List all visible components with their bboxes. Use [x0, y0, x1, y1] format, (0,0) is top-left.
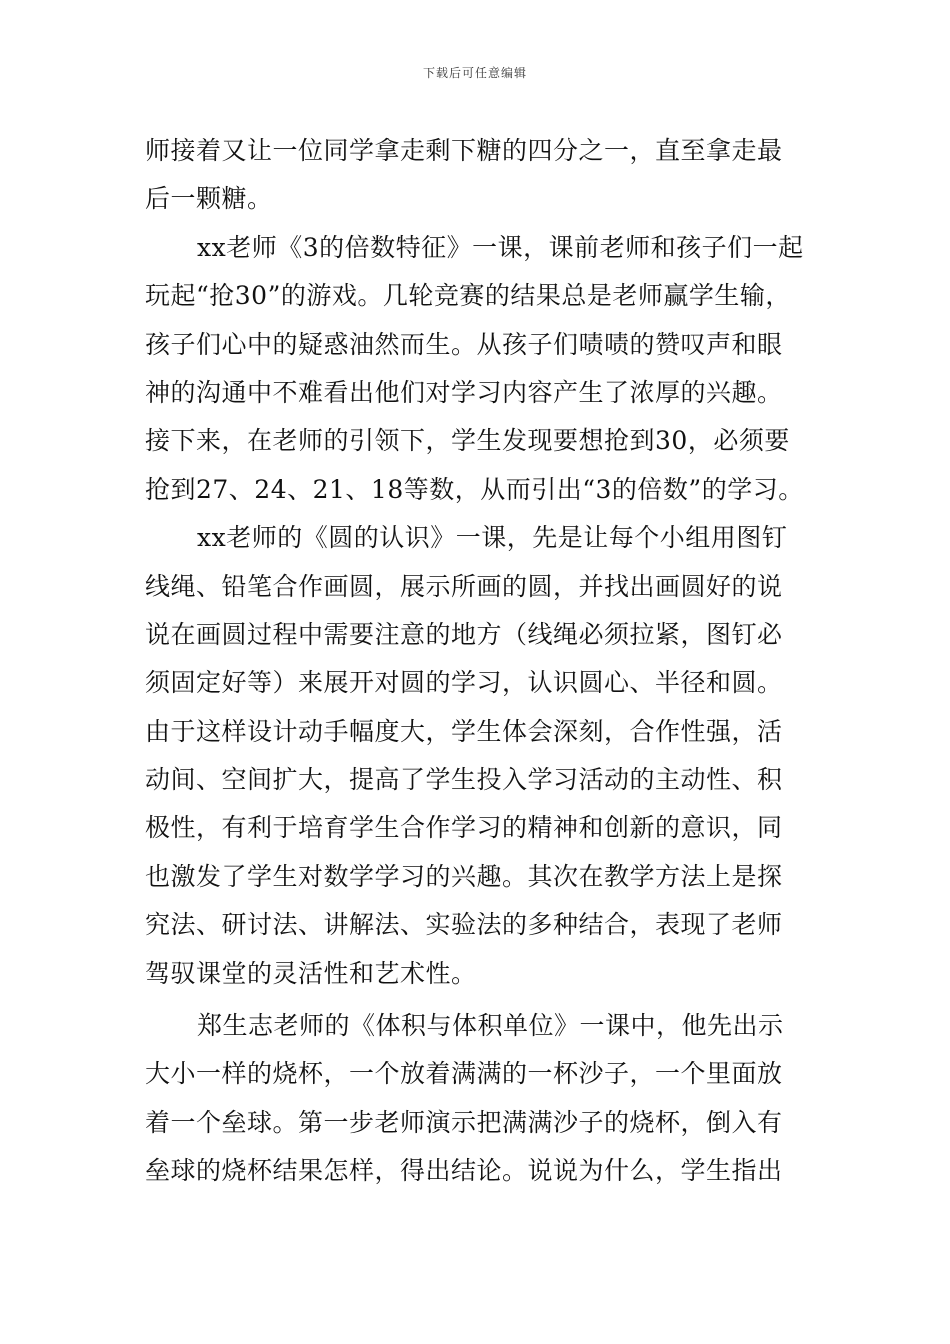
- text-line: 动间、空间扩大，提高了学生投入学习活动的主动性、积: [145, 765, 783, 795]
- text-line: 神的沟通中不难看出他们对学习内容产生了浓厚的兴趣。: [145, 377, 783, 407]
- paragraph-start-line: 郑生志老师的《体积与体积单位》一课中，他先出示: [197, 1011, 784, 1041]
- text-line: 师接着又让一位同学拿走剩下糖的四分之一，直至拿走最: [145, 136, 783, 165]
- text-line: 究法、研讨法、讲解法、实验法的多种结合，表现了老师: [145, 910, 783, 940]
- text-line: 线绳、铅笔合作画圆，展示所画的圆，并找出画圆好的说: [145, 571, 783, 601]
- text-line: 极性，有利于培育学生合作学习的精神和创新的意识，同: [145, 813, 783, 843]
- text-line: 说在画圆过程中需要注意的地方（线绳必须拉紧，图钉必: [145, 619, 783, 649]
- text-line: 也激发了学生对数学学习的兴趣。其次在教学方法上是探: [145, 861, 783, 891]
- text-line: 大小一样的烧杯，一个放着满满的一杯沙子，一个里面放: [145, 1059, 783, 1089]
- text-line: 后一颗糖。: [145, 184, 273, 214]
- text-line: 着一个垒球。第一步老师演示把满满沙子的烧杯，倒入有: [145, 1107, 783, 1137]
- text-line: 玩起“抢30”的游戏。几轮竞赛的结果总是老师赢学生输，: [145, 281, 791, 311]
- text-line: 孩子们心中的疑惑油然而生。从孩子们啧啧的赞叹声和眼: [145, 329, 783, 359]
- text-line: 抢到27、24、21、18等数，从而引出“3的倍数”的学习。: [145, 474, 804, 504]
- text-line: 垒球的烧杯结果怎样，得出结论。说说为什么，学生指出: [145, 1156, 783, 1186]
- text-line: 由于这样设计动手幅度大，学生体会深刻，合作性强，活: [145, 716, 783, 746]
- document-body: [145, 127, 810, 1196]
- text-line: 接下来，在老师的引领下，学生发现要想抢到30，必须要: [145, 426, 790, 456]
- paragraph-start-line: xx老师《3的倍数特征》一课，课前老师和孩子们一起: [197, 232, 804, 262]
- text-line: 须固定好等）来展开对圆的学习，认识圆心、半径和圆。: [145, 668, 783, 698]
- paragraph-start-line: xx老师的《圆的认识》一课，先是让每个小组用图钉: [197, 523, 788, 553]
- page-header: 下载后可任意编辑: [422, 66, 527, 80]
- text-line: 驾驭课堂的灵活性和艺术性。: [145, 958, 477, 988]
